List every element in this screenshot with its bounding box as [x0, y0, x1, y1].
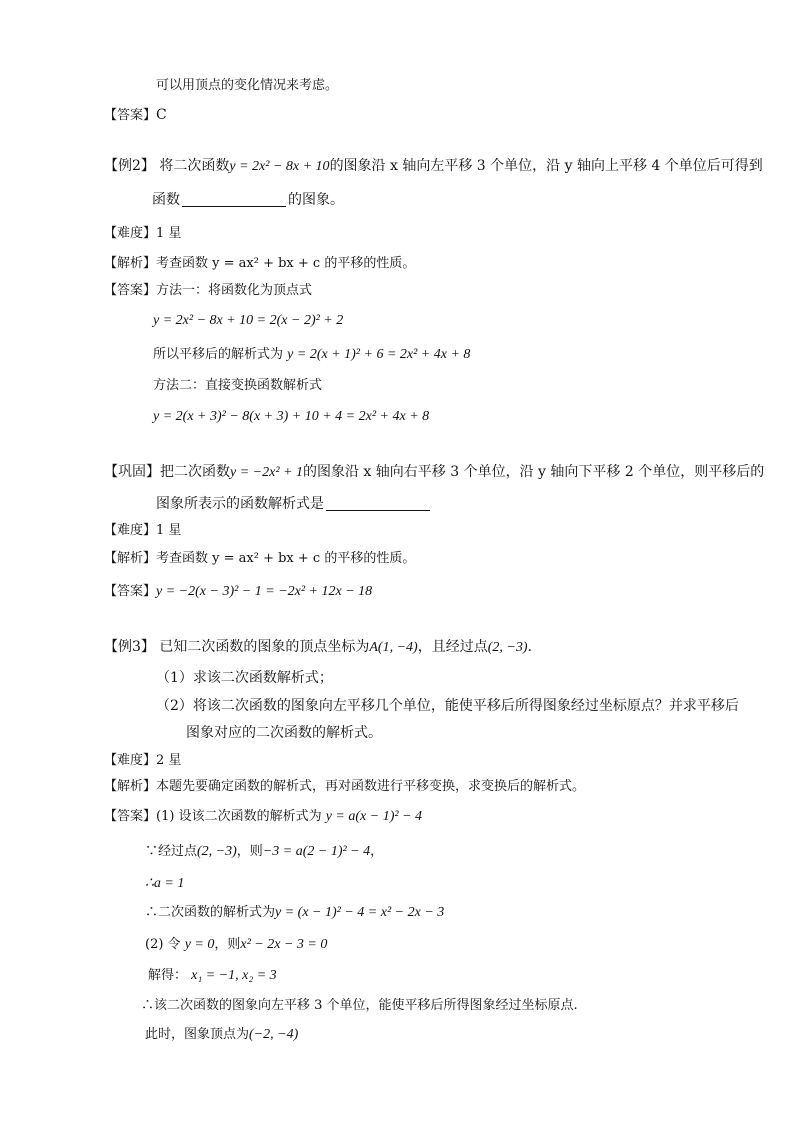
ex2-formula: y = 2x² − 8x + 10 — [229, 159, 330, 174]
analysis-label: 【解析】 — [104, 551, 157, 566]
ex3-question — [104, 638, 532, 657]
difficulty-value: 1 星 — [156, 523, 182, 538]
analysis-text: 考查函数 y = ax² + bx + c 的平移的性质。 — [156, 551, 416, 566]
ex3-answer-line8 — [145, 1026, 298, 1044]
ex2-step3: y = 2(x + 3)² − 8(x + 3) + 10 + 4 = 2x² + 4x + 8 — [153, 409, 430, 424]
ex3-answer-line5 — [145, 936, 327, 954]
ex3-difficulty — [104, 752, 181, 770]
analysis-text: 本题先要确定函数的解析式，再对函数进行平移变换，求变换后的解析式。 — [156, 779, 586, 794]
answer-text: ，则 — [214, 937, 241, 952]
answer-formula: y = 0 — [184, 937, 215, 952]
ex2-question-line1 — [104, 157, 763, 176]
ex2-text: 函数 — [152, 192, 180, 208]
answer-formula: y = a(x − 1)² − 4 — [325, 809, 423, 824]
ex2-difficulty — [104, 225, 181, 243]
ex2-method2: 方法二：直接变换函数解析式 — [153, 378, 323, 393]
ex3-vertex: A(1, −4) — [369, 640, 418, 655]
difficulty-label: 【难度】 — [104, 523, 157, 538]
ex2-step1: y = 2x² − 8x + 10 = 2(x − 2)² + 2 — [153, 313, 344, 328]
ex2-answer — [104, 282, 312, 300]
consolidate-analysis — [104, 550, 415, 568]
answer-text: (2) 令 — [145, 937, 181, 952]
answer-blank[interactable] — [182, 192, 286, 207]
answer-label: 【答案】 — [104, 584, 157, 599]
consolidate-formula: y = −2x² + 1 — [230, 465, 303, 480]
step-formula: y = 2(x + 1)² + 6 = 2x² + 4x + 8 — [287, 347, 471, 362]
ex3-text: . — [527, 639, 532, 655]
ex2-label: 【例2】 — [104, 158, 155, 174]
answer-formula: (−2, −4) — [249, 1027, 299, 1042]
difficulty-value: 1 星 — [156, 226, 182, 241]
answer-text: ， — [370, 844, 384, 859]
answer-text: 解得： — [148, 968, 188, 983]
ex2-text: 的图象。 — [288, 192, 344, 208]
answer-text: 此时，图象顶点为 — [145, 1027, 250, 1042]
difficulty-label: 【难度】 — [104, 226, 157, 241]
ex3-analysis — [104, 778, 585, 796]
consolidate-question-line2 — [156, 495, 432, 513]
ex3-q1: （1）求该二次函数解析式； — [156, 670, 333, 686]
consolidate-text: 把二次函数 — [160, 464, 230, 480]
difficulty-value: 2 星 — [156, 753, 182, 768]
ex3-text: ，且经过点 — [417, 639, 488, 655]
ex2-text: 的图象沿 x 轴向左平移 3 个单位，沿 y 轴向上平移 4 个单位后可得到 — [329, 158, 763, 174]
method-text: 方法一：将函数化为顶点式 — [156, 283, 313, 298]
answer-formula: y = −2(x − 3)² − 1 = −2x² + 12x − 18 — [156, 584, 373, 599]
ex3-q2-line2: 图象对应的二次函数的解析式。 — [186, 725, 382, 741]
ex3-answer-line3: ∴a = 1 — [145, 876, 185, 891]
answer-label: 【答案】 — [104, 809, 157, 824]
ex3-text: 已知二次函数的图象的顶点坐标为 — [159, 639, 370, 655]
hint-text: 可以用顶点的变化情况来考虑。 — [156, 78, 339, 93]
ex3-answer-line4 — [145, 904, 444, 922]
answer-text: ∴二次函数的解析式为 — [145, 905, 276, 920]
ex2-step2 — [153, 346, 470, 364]
answer-blank[interactable] — [326, 496, 430, 511]
consolidate-text: 图象所表示的函数解析式是 — [156, 496, 324, 512]
analysis-label: 【解析】 — [104, 779, 157, 794]
answer-formula: (2, −3) — [197, 844, 237, 859]
ex3-answer-line2 — [145, 843, 383, 861]
ex3-answer-line6 — [148, 967, 277, 985]
step-text: 所以平移后的解析式为 — [153, 347, 284, 362]
ex2-analysis — [104, 255, 415, 273]
answer-text: ∵经过点 — [145, 844, 198, 859]
answer-formula: x₁ = −1, x₂ = 3 — [191, 968, 277, 983]
answer-formula: y = (x − 1)² − 4 = x² − 2x − 3 — [275, 905, 445, 920]
ex3-answer-line1 — [104, 808, 422, 826]
consolidate-question-line1 — [104, 463, 764, 482]
ex3-label: 【例3】 — [104, 639, 155, 655]
consolidate-difficulty — [104, 522, 181, 540]
analysis-label: 【解析】 — [104, 256, 157, 271]
ex2-text: 将二次函数 — [159, 158, 230, 174]
consolidate-label: 【巩固】 — [104, 464, 160, 480]
ex3-answer-line7: ∴该二次函数的图象向左平移 3 个单位，能使平移后所得图象经过坐标原点. — [141, 998, 578, 1013]
ex3-q2-line1: （2）将该二次函数的图象向左平移几个单位，能使平移后所得图象经过坐标原点？并求平移后 — [156, 698, 739, 714]
ex3-point: (2, −3) — [487, 640, 528, 655]
answer-text: (1) 设该二次函数的解析式为 — [156, 809, 322, 824]
answer-text: ，则 — [236, 844, 263, 859]
consolidate-answer — [104, 583, 372, 601]
analysis-text: 考查函数 y = ax² + bx + c 的平移的性质。 — [156, 256, 416, 271]
consolidate-text: 的图象沿 x 轴向右平移 3 个单位，沿 y 轴向下平移 2 个单位，则平移后的 — [302, 464, 765, 480]
answer-label: 【答案】 — [104, 108, 157, 123]
answer-line — [104, 106, 167, 125]
answer-formula: x² − 2x − 3 = 0 — [240, 937, 328, 952]
answer-value: C — [156, 107, 167, 123]
ex2-question-line2 — [152, 191, 344, 209]
answer-formula: −3 = a(2 − 1)² − 4 — [262, 844, 371, 859]
difficulty-label: 【难度】 — [104, 753, 157, 768]
answer-label: 【答案】 — [104, 283, 157, 298]
